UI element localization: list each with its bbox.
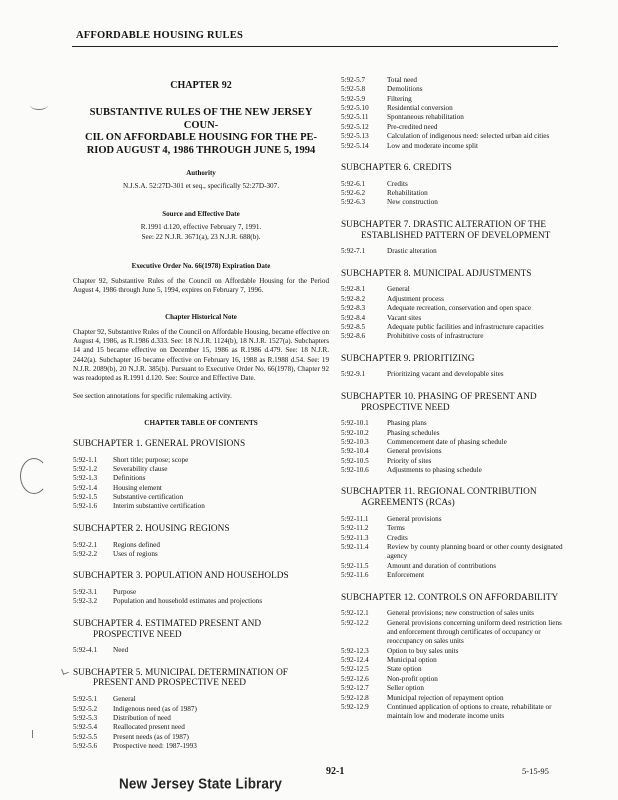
source-heading: Source and Effective Date xyxy=(162,209,240,218)
toc-entry-number: 5:92-8.4 xyxy=(341,313,366,322)
toc-entry-number: 5:92-5.5 xyxy=(73,732,98,741)
subchapter-entries xyxy=(73,646,329,655)
toc-entry-title: Uses of regions xyxy=(113,549,158,558)
toc-entry xyxy=(341,370,563,379)
toc-entry xyxy=(341,332,563,341)
subchapter-heading-line: SUBCHAPTER 8. MUNICIPAL ADJUSTMENTS xyxy=(341,268,532,279)
toc-entry-title: State option xyxy=(387,665,422,674)
toc-entry xyxy=(73,695,329,704)
toc-entry-title: Credits xyxy=(387,533,408,542)
toc-entry xyxy=(341,429,563,438)
toc-entry-title: Commencement date of phasing schedule xyxy=(387,438,507,447)
toc-entry xyxy=(341,515,563,524)
toc-entry xyxy=(73,493,329,502)
toc-entry-title: Adjustments to phasing schedule xyxy=(387,466,482,475)
subchapter-heading xyxy=(341,220,563,242)
toc-entry xyxy=(341,247,563,256)
toc-entry-title: New construction xyxy=(387,198,438,207)
toc-entry-title: Housing element xyxy=(113,483,162,492)
header-rule xyxy=(72,46,558,47)
subchapter-entries xyxy=(73,541,329,560)
toc-entry-number: 5:92-3.1 xyxy=(73,588,98,597)
subchapter-entries xyxy=(341,515,563,581)
toc-entry-title: Population and household estimates and projections xyxy=(113,597,263,606)
toc-entry-title: Adequate public facilities and infrastructure capacities xyxy=(387,322,544,331)
margin-mark xyxy=(61,667,69,675)
subchapter-heading-line: SUBCHAPTER 4. ESTIMATED PRESENT AND xyxy=(73,618,262,629)
toc-entry-title: Indigenous need (as of 1987) xyxy=(113,704,197,713)
toc-entry-number: 5:92-11.2 xyxy=(341,524,369,533)
toc-entry-number: 5:92-10.6 xyxy=(341,466,369,475)
toc-entry xyxy=(341,647,563,656)
toc-entry-title: Vacant sites xyxy=(387,313,422,322)
toc-entry-number: 5:92-5.3 xyxy=(73,713,98,722)
chapter-title-line: CIL ON AFFORDABLE HOUSING FOR THE PE- xyxy=(84,132,317,144)
toc-entry-number: 5:92-12.4 xyxy=(341,656,369,665)
toc-entry xyxy=(341,419,563,428)
toc-entry-number: 5:92-1.3 xyxy=(73,474,98,483)
toc-entry-number: 5:92-7.1 xyxy=(341,247,366,256)
right-column xyxy=(341,76,563,722)
toc-entry-number: 5:92-5.4 xyxy=(73,723,98,732)
toc-entry xyxy=(341,198,563,207)
toc-entry xyxy=(73,541,329,550)
toc-entry xyxy=(73,456,329,465)
toc-entry-number: 5:92-5.11 xyxy=(341,113,369,122)
toc-entry xyxy=(341,180,563,189)
toc-entry-number: 5:92-8.5 xyxy=(341,322,366,331)
toc-entry xyxy=(341,466,563,475)
subchapter-heading-line: SUBCHAPTER 3. POPULATION AND HOUSEHOLDS xyxy=(73,571,289,582)
toc-entry-number: 5:92-12.8 xyxy=(341,693,369,702)
toc-entry-title: General provisions xyxy=(387,447,442,456)
toc-entry-number: 5:92-1.1 xyxy=(73,455,98,464)
toc-entry-number: 5:92-2.1 xyxy=(73,540,98,549)
toc-entry-number: 5:92-11.6 xyxy=(341,571,369,580)
subchapter-heading xyxy=(341,487,563,509)
subchapter-heading-line: ESTABLISHED PATTERN OF DEVELOPMENT xyxy=(361,230,551,241)
subchapter-heading-line: SUBCHAPTER 5. MUNICIPAL DETERMINATION OF xyxy=(73,667,288,678)
executive-order-heading: Executive Order No. 66(1978) Expiration Date xyxy=(131,262,271,271)
subchapter-heading xyxy=(341,593,563,604)
toc-entry-number: 5:92-5.14 xyxy=(341,141,369,150)
toc-entry xyxy=(73,550,329,559)
toc-entry xyxy=(341,684,563,693)
toc-entry xyxy=(73,723,329,732)
toc-entry-title: General provisions concerning uniform deed restriction liens and enforcement through certificates of occupancy or reoccupancy on sales units xyxy=(387,618,562,646)
toc-entry-number: 5:92-12.9 xyxy=(341,702,369,711)
toc-entry xyxy=(73,705,329,714)
toc-entry-title: Municipal rejection of repayment option xyxy=(387,693,504,702)
page-date: 5-15-95 xyxy=(522,766,549,776)
toc-entry-number: 5:92-9.1 xyxy=(341,370,366,379)
toc-entry-title: Residential conversion xyxy=(387,104,453,113)
toc-entry xyxy=(73,733,329,742)
toc-entry-title: Prohibitive costs of infrastructure xyxy=(387,332,484,341)
toc-entry xyxy=(73,597,329,606)
toc-entry-number: 5:92-10.3 xyxy=(341,438,369,447)
toc-entry-title: Spontaneous rehabilitation xyxy=(387,113,464,122)
toc-entry-title: Definitions xyxy=(113,474,146,483)
margin-mark xyxy=(32,730,47,738)
toc-entry-number: 5:92-11.1 xyxy=(341,515,369,524)
subchapter-heading xyxy=(73,524,329,535)
toc-entry-title: Purpose xyxy=(113,588,137,597)
toc-entry-number: 5:92-1.5 xyxy=(73,493,98,502)
toc-entry-number: 5:92-12.7 xyxy=(341,684,369,693)
toc-left-list xyxy=(73,439,329,752)
toc-entry xyxy=(341,285,563,294)
toc-entry-title: Phasing plans xyxy=(387,419,427,428)
toc-entry-title: Calculation of indigenous need: selected urban aid cities xyxy=(387,132,550,141)
subchapter-heading-line: PRESENT AND PROSPECTIVE NEED xyxy=(93,678,246,689)
subchapter-heading-line: SUBCHAPTER 12. CONTROLS ON AFFORDABILITY xyxy=(341,592,559,603)
toc-entry-number: 5:92-8.6 xyxy=(341,332,366,341)
toc-entry-number: 5:92-11.4 xyxy=(341,543,369,552)
toc-entry-number: 5:92-1.2 xyxy=(73,464,98,473)
toc-entry-number: 5:92-10.2 xyxy=(341,428,369,437)
source-line: R.1991 d.120, effective February 7, 1991. xyxy=(140,222,262,231)
toc-entry-title: Short title; purpose; scope xyxy=(113,455,189,464)
subchapter-heading-line: AGREEMENTS (RCAs) xyxy=(361,498,455,509)
toc-entry-number: 5:92-5.7 xyxy=(341,76,366,84)
toc-entry xyxy=(73,646,329,655)
toc-entry-title: General provisions xyxy=(387,515,442,524)
toc-entry-title: Interim substantive certification xyxy=(113,502,205,511)
toc-entry-number: 5:92-6.1 xyxy=(341,179,366,188)
toc-entry xyxy=(341,323,563,332)
subchapter-heading xyxy=(73,619,329,641)
subchapter-heading xyxy=(73,439,329,450)
toc-entry-number: 5:92-4.1 xyxy=(73,646,98,655)
toc-entry-number: 5:92-5.10 xyxy=(341,104,369,113)
toc-entry-number: 5:92-6.2 xyxy=(341,189,366,198)
toc-entry-number: 5:92-5.9 xyxy=(341,94,366,103)
page-number: 92-1 xyxy=(326,766,345,777)
toc-entry-number: 5:92-1.4 xyxy=(73,483,98,492)
toc-entry-title: Pre-credited need xyxy=(387,122,438,131)
toc-entry xyxy=(73,714,329,723)
toc-entry-number: 5:92-8.2 xyxy=(341,294,366,303)
toc-entry xyxy=(341,543,563,562)
annotation-note: See section annotations for specific rulemaking activity. xyxy=(73,391,232,400)
toc-entry-number: 5:92-11.5 xyxy=(341,561,369,570)
toc-entry-title: Review by county planning board or other county designated agency xyxy=(387,543,563,561)
toc-entry-title: Low and moderate income split xyxy=(387,141,479,150)
toc-entry-title: Reallocated present need xyxy=(113,723,185,732)
historical-note-heading: Chapter Historical Note xyxy=(165,313,237,322)
toc-entry xyxy=(341,85,563,94)
subchapter-heading xyxy=(341,354,563,365)
toc-entry-title: Continued application of options to create, rehabilitate or maintain low and moderate income units xyxy=(387,702,552,721)
left-column xyxy=(73,76,329,751)
historical-note-text: Chapter 92, Substantive Rules of the Council on Affordable Housing, became effective on August 4, 1986, as R.1986 d.333. See: 18 N.J.R. 1124(b), 18 N.J.R. 1527(a). Subchapters 14 and 15 became effective on December 15, 1986 as R.1986 d.479. See: 18 N.J.R. 2442(a). Subchapter 16 became effective on February 16, 1988 as R.1988 d.54. See: 19 N.J.R. 2089(b), 20 N.J.R. 385(b). Pursuant to Executive Order No. 66(1978), Chapter 92 was readopted as R.1991 d.120. See: Source and Effective Date. xyxy=(73,328,329,382)
toc-entry-title: Distribution of need xyxy=(113,713,171,722)
toc-entry xyxy=(341,534,563,543)
library-stamp: New Jersey State Library xyxy=(119,775,282,792)
toc-heading: CHAPTER TABLE OF CONTENTS xyxy=(144,418,258,427)
toc-entry xyxy=(341,675,563,684)
toc-entry-title: General provisions; new construction of sales units xyxy=(387,609,534,618)
toc-entry-title: Filtering xyxy=(387,94,412,103)
chapter-title xyxy=(79,107,323,157)
toc-entry xyxy=(341,142,563,151)
executive-order-text: Chapter 92, Substantive Rules of the Council on Affordable Housing for the Period August 4, 1986 through June 5, 1994, expires on February 7, 1996. xyxy=(73,277,329,295)
subchapter-heading xyxy=(341,269,563,280)
subchapter-heading-line: PROSPECTIVE NEED xyxy=(361,402,450,413)
toc-entry-number: 5:92-5.2 xyxy=(73,704,98,713)
toc-entry xyxy=(341,104,563,113)
toc-entry-number: 5:92-1.6 xyxy=(73,502,98,511)
toc-entry-title: Enforcement xyxy=(387,571,425,580)
toc-entry xyxy=(73,484,329,493)
chapter-title-line: RIOD AUGUST 4, 1986 THROUGH JUNE 5, 1994 xyxy=(86,144,316,156)
toc-entry-number: 5:92-10.5 xyxy=(341,456,369,465)
authority-text: N.J.S.A. 52:27D-301 et seq., specifically 52:27D-307. xyxy=(122,182,280,191)
toc-entry-title: Present needs (as of 1987) xyxy=(113,732,189,741)
subchapter-heading xyxy=(73,571,329,582)
toc-entry xyxy=(341,113,563,122)
toc-entry xyxy=(341,438,563,447)
toc-entry-title: Prioritizing vacant and developable sites xyxy=(387,370,504,379)
subchapter-entries xyxy=(341,285,563,341)
toc-entry-title: Seller option xyxy=(387,684,424,693)
toc-entry-title: Need xyxy=(113,646,129,655)
toc-entry-number: 5:92-12.6 xyxy=(341,674,369,683)
subchapter-entries xyxy=(341,247,563,256)
subchapter-entries xyxy=(73,695,329,751)
toc-entry xyxy=(73,502,329,511)
chapter-number: CHAPTER 92 xyxy=(170,80,232,91)
toc-entry xyxy=(341,457,563,466)
toc-entry-number: 5:92-6.3 xyxy=(341,198,366,207)
subchapter-heading-line: SUBCHAPTER 2. HOUSING REGIONS xyxy=(73,523,230,534)
subchapter-heading xyxy=(73,668,329,690)
toc-entry xyxy=(73,474,329,483)
toc-entry-title: Substantive certification xyxy=(113,493,184,502)
toc-entry-title: Non-profit option xyxy=(387,674,438,683)
toc-entry xyxy=(341,95,563,104)
toc-entry-number: 5:92-5.6 xyxy=(73,742,98,751)
toc-entry xyxy=(341,665,563,674)
subchapter-entries xyxy=(73,588,329,607)
toc-entry-number: 5:92-8.3 xyxy=(341,304,366,313)
subchapter-heading-line: SUBCHAPTER 10. PHASING OF PRESENT AND xyxy=(341,391,537,402)
toc-entry-number: 5:92-10.4 xyxy=(341,447,369,456)
toc-entry-title: Total need xyxy=(387,76,418,84)
toc-entry-number: 5:92-12.1 xyxy=(341,609,369,618)
subchapter-entries xyxy=(73,456,329,512)
toc-entry-number: 5:92-11.3 xyxy=(341,533,369,542)
subchapter-heading-line: PROSPECTIVE NEED xyxy=(93,629,182,640)
toc-entry-title: General xyxy=(113,695,136,704)
toc-entry xyxy=(341,609,563,618)
toc-entry-title: Regions defined xyxy=(113,540,160,549)
toc-entry-number: 5:92-5.13 xyxy=(341,132,369,141)
toc-entry-title: Terms xyxy=(387,524,405,533)
toc-entry-title: Severability clause xyxy=(113,464,168,473)
subchapter-entries xyxy=(341,370,563,379)
toc-entry-title: Priority of sites xyxy=(387,456,432,465)
toc-entry xyxy=(341,295,563,304)
toc-entry-title: Credits xyxy=(387,179,408,188)
margin-mark xyxy=(30,100,48,110)
toc-entry xyxy=(73,465,329,474)
toc-entry-number: 5:92-5.8 xyxy=(341,85,366,94)
toc-entry xyxy=(341,123,563,132)
toc-entry xyxy=(73,588,329,597)
subchapter-heading-line: SUBCHAPTER 7. DRASTIC ALTERATION OF THE xyxy=(341,219,547,230)
authority-heading: Authority xyxy=(186,169,216,178)
toc-entry xyxy=(73,742,329,751)
toc-entry-number: 5:92-5.12 xyxy=(341,122,369,131)
toc-entry xyxy=(341,314,563,323)
toc-entry-number: 5:92-3.2 xyxy=(73,597,98,606)
toc-entry-title: General xyxy=(387,285,410,294)
toc-entry xyxy=(341,694,563,703)
toc-entry-title: Option to buy sales units xyxy=(387,646,459,655)
source-line: See: 22 N.J.R. 3671(a), 23 N.J.R. 688(b). xyxy=(141,232,261,241)
running-header: AFFORDABLE HOUSING RULES xyxy=(76,30,243,41)
toc-right-list xyxy=(341,163,563,722)
subchapter-entries xyxy=(341,419,563,475)
toc-entry-title: Rehabilitation xyxy=(387,189,428,198)
source-text xyxy=(73,223,329,242)
toc-entry xyxy=(341,703,563,722)
subchapter-entries xyxy=(341,180,563,208)
subchapter-heading-line: SUBCHAPTER 9. PRIORITIZING xyxy=(341,353,475,364)
toc-entry xyxy=(341,304,563,313)
toc-entry xyxy=(341,189,563,198)
toc-entry-title: Phasing schedules xyxy=(387,428,440,437)
toc-entry-title: Amount and duration of contributions xyxy=(387,561,496,570)
toc-entry xyxy=(341,76,563,85)
toc-entry xyxy=(341,132,563,141)
toc-entry-title: Adequate recreation, conservation and open space xyxy=(387,304,532,313)
subchapter-heading-line: SUBCHAPTER 6. CREDITS xyxy=(341,162,452,173)
toc-entry-title: Demolitions xyxy=(387,85,423,94)
toc-entry-number: 5:92-12.2 xyxy=(341,618,369,627)
toc-entry xyxy=(341,447,563,456)
subchapter-entries xyxy=(341,609,563,721)
toc-entry-number: 5:92-12.3 xyxy=(341,646,369,655)
toc-continued-entries xyxy=(341,76,563,151)
toc-entry-title: Drastic alteration xyxy=(387,247,437,256)
toc-entry xyxy=(341,524,563,533)
subchapter-heading xyxy=(341,392,563,414)
toc-entry xyxy=(341,619,563,647)
subchapter-heading-line: SUBCHAPTER 11. REGIONAL CONTRIBUTION xyxy=(341,487,537,498)
toc-entry-title: Adjustment process xyxy=(387,294,444,303)
toc-entry-title: Municipal option xyxy=(387,656,437,665)
toc-entry xyxy=(341,571,563,580)
toc-entry-number: 5:92-10.1 xyxy=(341,419,369,428)
toc-entry-title: Prospective need: 1987-1993 xyxy=(113,742,197,751)
chapter-title-line: SUBSTANTIVE RULES OF THE NEW JERSEY COUN- xyxy=(89,107,313,131)
toc-entry xyxy=(341,562,563,571)
toc-entry-number: 5:92-2.2 xyxy=(73,549,98,558)
subchapter-heading-line: SUBCHAPTER 1. GENERAL PROVISIONS xyxy=(73,438,246,449)
toc-entry-number: 5:92-12.5 xyxy=(341,665,369,674)
toc-entry-number: 5:92-8.1 xyxy=(341,285,366,294)
subchapter-heading xyxy=(341,163,563,174)
toc-entry-number: 5:92-5.1 xyxy=(73,695,98,704)
binder-hole-mark xyxy=(20,458,48,494)
toc-entry xyxy=(341,656,563,665)
